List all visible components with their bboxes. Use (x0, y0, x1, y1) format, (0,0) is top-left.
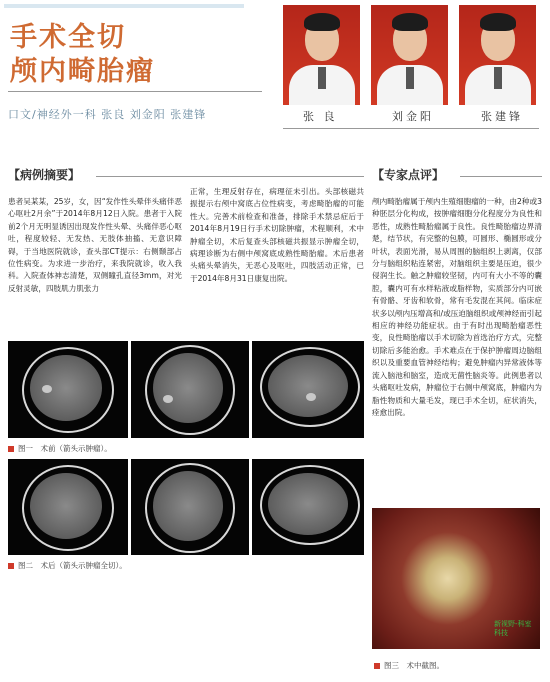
doctor-photo (371, 5, 448, 105)
divider (8, 91, 262, 92)
summary-column-2: 正常，生理反射存在，病理征未引出。头部核磁共振提示右颅中窝底占位性病变，考虑畸胎瘤的可能性大。完善术前检查和准备，排除手术禁忌症后于2014年8月19日行手术切除肿瘤，术程顺利，术中肿瘤全切，术后复查头部核磁共振显示肿瘤全切，病理诊断为右侧中颅窝底成熟性畸胎瘤。术后患者头痛头晕消失，无恶心及呕吐，四肢活动正常，已于2014年8月31日康复出院。 (190, 187, 364, 283)
article-title-line2: 颅内畸胎瘤 (10, 56, 155, 87)
divider (283, 128, 539, 129)
doctor-photo (283, 5, 360, 105)
figure-caption: 图三 术中截图。 (374, 660, 444, 671)
doctor-name: 张建锋 (481, 110, 523, 123)
byline: 口文/神经外一科 张良 刘金阳 张建锋 (8, 108, 207, 121)
summary-heading: 【病例摘要】 (8, 168, 81, 182)
mri-image (252, 459, 364, 555)
comment-text: 颅内畸胎瘤属于颅内生殖细胞瘤的一种，由2种或3种胚层分化构成，按肿瘤细胞分化程度分为良性和恶性，成熟性畸胎瘤属于良性。良性畸胎瘤边界清楚，结节状，有完整的包膜，可圆形、椭圆形或分叶状，表面光滑，易从周围的脑组织上剥离，仅部分与脑组织粘连紧密，对脑组织主要是压迫，很少侵润生长。触之肿瘤较坚韧，内可有大小不等的囊腔，囊内可有水样粘液或脂样物，实质部分内可嵌有骨骼、牙齿和软骨，常有毛发混在其间。临床症状多以颅内压增高和/或压迫脑组织或颅神经而引起相应的神经功能症状。由于有时出现畸胎瘤恶性变，良性畸胎瘤以手术切除为首选治疗方式，完整切除后多能治愈。手术难点在于保护肿瘤周边脑组织以及重要血管神经结构；避免肿瘤内异常液体等流入脑池和脑室，造成无菌性脑炎等。此例患者以头痛呕吐发病，肿瘤位于右侧中颅窝底，肿瘤内为脂性物质和大量毛发，现已手术全切，症状消失，痊愈出院。 (372, 197, 542, 417)
title-accent-bar (4, 4, 244, 8)
doctor-photo (459, 5, 536, 105)
figure-caption: 图二 术后（箭头示肿瘤全切）。 (8, 560, 127, 571)
mri-image (131, 459, 249, 555)
divider (460, 176, 542, 177)
comment-heading: 【专家点评】 (372, 168, 445, 182)
summary-column-1: 患者吴某某，25岁，女，因“发作性头晕伴头痛伴恶心呕吐2月余”于2014年8月12日入院。患者于入院前2个月无明显诱因出现发作性头晕、头痛伴恶心呕吐，程度较轻、无发热、无肢体抽搐、无意识障碍，于当地医院就诊，查头部CT提示：右侧颞部占位性病变。为求进一步治疗，来我院就诊，收入我科。入院查体神志清楚，双侧瞳孔直径3mm，对光反射灵敏，四肢肌力肌张力 (8, 197, 182, 293)
mri-image (8, 341, 128, 438)
doctor-name: 刘金阳 (392, 110, 434, 123)
figure-caption: 图一 术前（箭头示肿瘤）。 (8, 443, 112, 454)
photo-watermark: 新视野-科室科技 (494, 620, 532, 637)
mri-image (8, 459, 128, 555)
article-title-line1: 手术全切 (10, 22, 126, 53)
mri-image (131, 341, 249, 438)
doctor-name: 张 良 (303, 110, 338, 123)
divider (96, 176, 364, 177)
mri-image (252, 341, 364, 438)
surgery-photo (372, 508, 540, 649)
